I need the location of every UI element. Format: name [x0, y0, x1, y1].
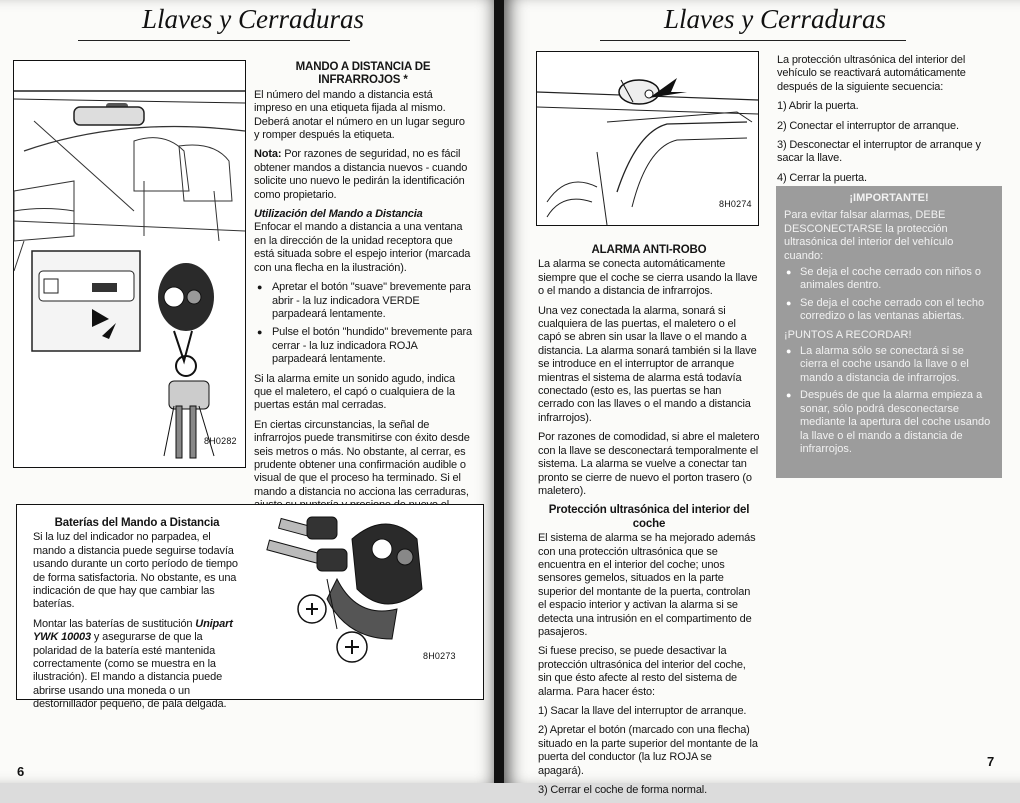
batteries-frame	[16, 504, 484, 711]
remember-list	[784, 345, 994, 456]
use-paragraph: Enfocar el mando a distancia a una ventana en la dirección de la unidad receptora que está situada sobre el espejo interior (marcada con una flecha en la ilustración).	[254, 221, 471, 274]
bullet-unlock: ● Apretar el botón "suave" brevemente para abrir - la luz indicadora VERDE parpadeará lentamente.	[272, 281, 472, 321]
reactivation-steps	[777, 100, 1003, 185]
batteries-paragraph-1: Si la luz del indicador no parpadea, el mando a distancia puede seguirse todavía usando durante un corto período de tiempo de forma satisfactoria. No obstante, es una indicación de que hay que cambiar las baterías.	[33, 531, 238, 611]
warning-list	[784, 266, 994, 324]
warning-title: ¡IMPORTANTE!	[849, 192, 929, 204]
note-label: Nota:	[254, 148, 282, 161]
figure-interior-mirror-frame	[13, 60, 246, 468]
reactivation-step: 3) Desconectar el interruptor de arranque y sacar la llave.	[777, 139, 981, 165]
batteries-text	[33, 517, 241, 718]
left-page-number: 6	[17, 764, 25, 779]
remember-item: ● La alarma sólo se conectará si se cierra el coche usando la llave o el mando a distancia de infrarrojos.	[800, 345, 994, 385]
interior-mirror-illustration	[14, 61, 245, 467]
figure-door-sensor-frame	[536, 51, 759, 226]
remember-title: ¡PUNTOS A RECORDAR!	[784, 328, 912, 341]
range-paragraph: En ciertas circunstancias, la señal de infrarrojos puede transmitirse con éxito desde seis metros o más. No obstante, al cerrar, es prudente obtener una confirmación audible o visual de que el proceso ha terminado. Si el mando a distancia no acciona las cerraduras,	[254, 418, 470, 498]
battery-replacement-illustration	[257, 509, 477, 695]
reactivation-step: 1) Abrir la puerta.	[777, 100, 859, 113]
use-heading: Utilización del Mando a Distancia	[254, 208, 423, 221]
remote-heading: MANDO A DISTANCIA DE INFRARROJOS *	[295, 61, 431, 87]
note-paragraph	[254, 148, 472, 202]
figure-code-2: 8H0273	[423, 651, 456, 661]
remember-item: ● Después de que la alarma empieza a sonar, sólo podrá desconectarse mediante la apertura del coche usando la llave o el mando a distancia de infrarrojos.	[800, 389, 994, 456]
left-title-rule	[78, 40, 350, 41]
left-text-column	[254, 61, 472, 532]
alarm-paragraph-1: La alarma se conecta automáticamente siempre que el coche se cierra usando la llave o el mando a distancia de infrarrojos.	[538, 258, 758, 298]
deactivation-step: 2) Apretar el botón (marcado con una flecha) situado en la parte superior del montante de la puerta del conductor (la luz ROJA se apagará).	[538, 724, 758, 777]
left-page	[0, 0, 500, 783]
important-warning-box	[776, 186, 1002, 478]
reactivation-text	[777, 54, 1003, 191]
ultrasonic-heading: Protección ultrasónica del interior del coche	[548, 504, 750, 530]
right-page-number: 7	[987, 754, 995, 769]
right-page-title: Llaves y Cerraduras	[664, 4, 886, 34]
note-text: Por razones de seguridad, no es fácil obtener mandos a distancia nuevos - cuando solicite uno nuevo le pedirán la identificación como propietario.	[254, 148, 468, 201]
deactivation-steps	[538, 705, 760, 797]
warning-item: ● Se deja el coche cerrado con niños o animales dentro.	[800, 266, 994, 293]
ultrasonic-paragraph-2: Si fuese preciso, se puede desactivar la protección ultrasónica del interior del coche, sin que ésto afecte al resto del sistema de alarma. Para hacer ésto:	[538, 645, 746, 698]
alarm-heading: ALARMA ANTI-ROBO	[591, 244, 707, 256]
warning-item: ● Se deja el coche cerrado con el techo corredizo o las ventanas abiertas.	[800, 297, 994, 324]
reactivation-step: 2) Conectar el interruptor de arranque.	[777, 119, 959, 132]
figure-code-1: 8H0282	[204, 436, 237, 446]
ultrasonic-paragraph-1: El sistema de alarma se ha mejorado además con una protección ultrasónica que se encuentra en el interior del coche; unos sensores gemelos, situados en la parte superior del montante de la puerta, controlan el espacio interior y activan la alarma si se detecta una intrusión en el compartimento de pasajeros.	[538, 532, 756, 638]
alarm-paragraph-2: Una vez conectada la alarma, sonará si cualquiera de las puertas, el maletero o el capó se abren sin usar la llave o el mando a distancia. La alarma sonará también si la llave se introduce en el interruptor de arranque mientras el sistema de alarma está todavía conectado (esto es, las puertas se han cerrado con las llaves o el mando a distancia infrarrojos).	[538, 304, 757, 424]
remote-bullets	[254, 281, 472, 366]
remote-paragraph: El número del mando a distancia está impreso en una etiqueta fijada al mismo. Deberá anotar el número en un lugar seguro y romper después la etiqueta.	[254, 88, 465, 142]
battery-part-number: Unipart YWK 10003	[33, 617, 233, 644]
deactivation-step: 3) Cerrar el coche de forma normal.	[538, 784, 707, 797]
alarm-paragraph-3: Por razones de comodidad, si abre el maletero con la llave se desconectará temporalmente el sistema. La alarma se vuelve a conectar tan pronto se cierre de nuevo el porton trasero (o maletero).	[538, 431, 760, 497]
batteries-paragraph-2: Montar las baterías de sustitución Unipart YWK 10003 y asegurarse de que la polaridad de la batería esté mantenida correctamente (como se muestra en la ilustración). El mando a distancia puede abrirse usando una moneda o un destornillador pequeño, de pala delgada.	[33, 617, 233, 711]
alarm-text-column	[538, 244, 760, 803]
left-page-title: Llaves y Cerraduras	[142, 4, 364, 34]
figure-code-3: 8H0274	[719, 199, 752, 209]
bullet-lock: ● Pulse el botón "hundido" brevemente para cerrar - la luz indicadora ROJA parpadeará lentamente.	[272, 326, 472, 366]
batteries-heading: Baterías del Mando a Distancia	[54, 517, 220, 529]
reactivation-step: 4) Cerrar la puerta.	[777, 171, 867, 184]
beep-paragraph: Si la alarma emite un sonido agudo, indica que el maletero, el capó o cualquiera de la puertas están mal cerradas.	[254, 372, 455, 412]
deactivation-step: 1) Sacar la llave del interruptor de arranque.	[538, 705, 747, 717]
right-title-rule	[600, 40, 906, 41]
warning-intro: Para evitar falsar alarmas, DEBE DESCONECTARSE la protección ultrasónica del interior del vehículo cuando:	[784, 209, 954, 262]
reactivation-intro: La protección ultrasónica del interior del vehículo se reactivará automáticamente después de la siguiente secuencia:	[777, 54, 966, 93]
